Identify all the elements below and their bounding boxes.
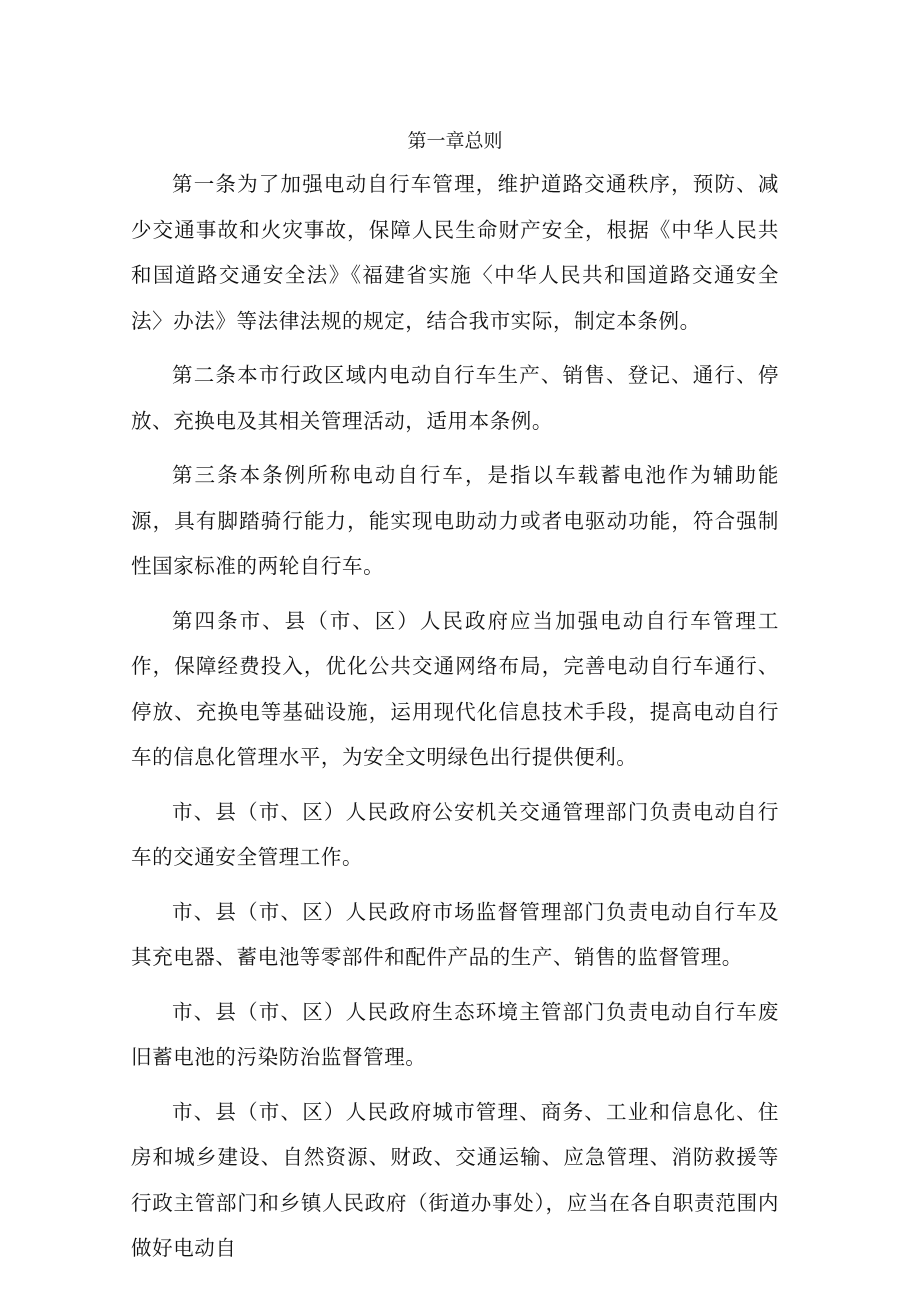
article-2-paragraph: 第二条本市行政区域内电动自行车生产、销售、登记、通行、停放、充换电及其相关管理活动，适用本条例。 — [131, 363, 779, 433]
article-1-paragraph: 第一条为了加强电动自行车管理，维护道路交通秩序，预防、减少交通事故和火灾事故，保障人民生命财产安全，根据《中华人民共和国道路交通安全法》《福建省实施〈中华人民共和国道路交通安全法〉办法》等法律法规的规定，结合我市实际，制定本条例。 — [131, 172, 779, 333]
document-body — [131, 124, 779, 1281]
article-4-clause-market-supervision: 市、县（市、区）人民政府市场监督管理部门负责电动自行车及其充电器、蓄电池等零部件和配件产品的生产、销售的监督管理。 — [131, 899, 779, 969]
chapter-title: 第一章总则 — [407, 130, 503, 152]
article-4-clause-other-departments: 市、县（市、区）人民政府城市管理、商务、工业和信息化、住房和城乡建设、自然资源、财政、交通运输、应急管理、消防救援等行政主管部门和乡镇人民政府（街道办事处），应当在各自职责范围内做好电动自 — [131, 1099, 779, 1260]
article-4-clause-public-security: 市、县（市、区）人民政府公安机关交通管理部门负责电动自行车的交通安全管理工作。 — [131, 799, 779, 869]
article-3-paragraph: 第三条本条例所称电动自行车，是指以车载蓄电池作为辅助能源，具有脚踏骑行能力，能实现电助动力或者电驱动功能，符合强制性国家标准的两轮自行车。 — [131, 463, 779, 578]
article-4-clause-ecology-environment: 市、县（市、区）人民政府生态环境主管部门负责电动自行车废旧蓄电池的污染防治监督管理。 — [131, 999, 779, 1069]
article-4-paragraph: 第四条市、县（市、区）人民政府应当加强电动自行车管理工作，保障经费投入，优化公共交通网络布局，完善电动自行车通行、停放、充换电等基础设施，运用现代化信息技术手段，提高电动自行车的信息化管理水平，为安全文明绿色出行提供便利。 — [131, 608, 779, 769]
